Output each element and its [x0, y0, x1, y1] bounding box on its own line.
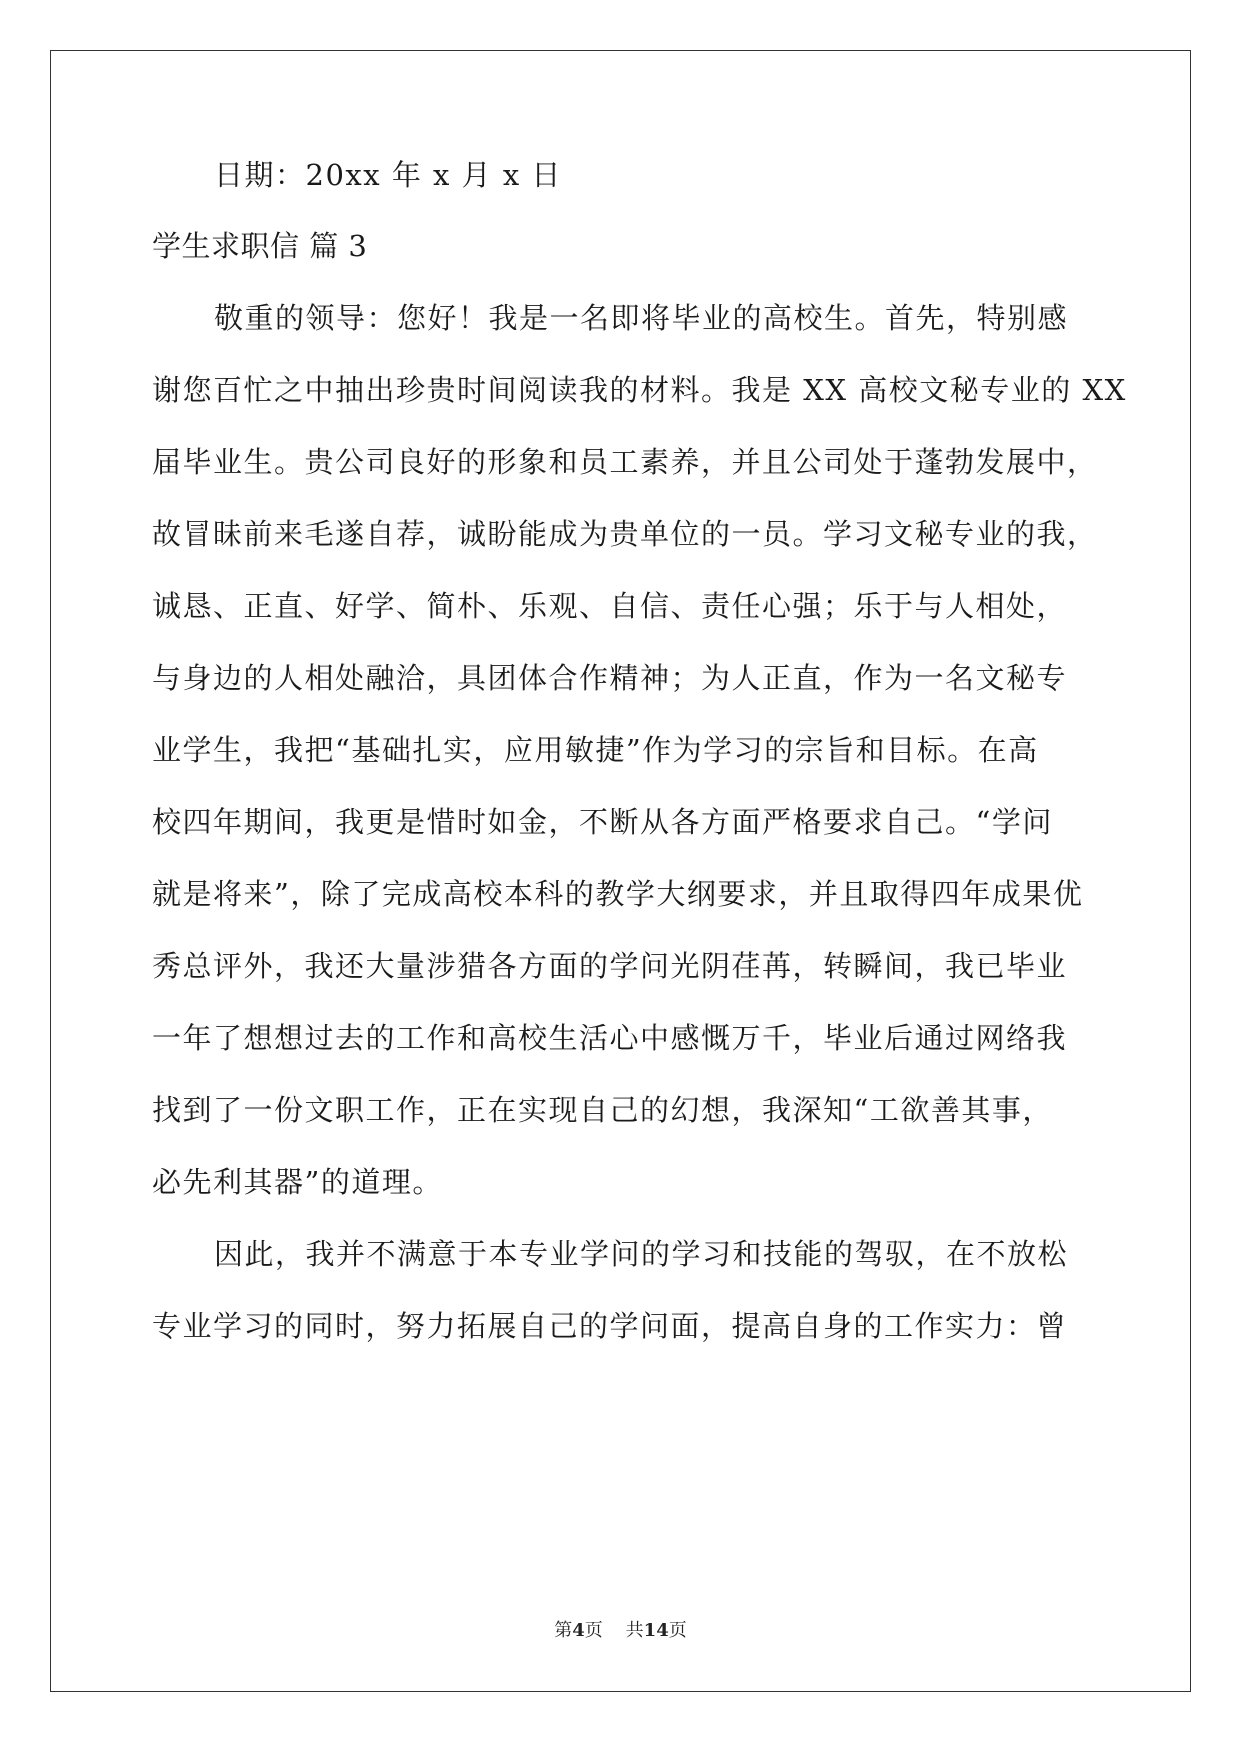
- body-line: 届毕业生。贵公司良好的形象和员工素养，并且公司处于蓬勃发展中，: [152, 445, 1098, 479]
- body-line: 校四年期间，我更是惜时如金，不断从各方面严格要求自己。“学问: [152, 805, 1053, 839]
- body-line: 故冒昧前来毛遂自荐，诚盼能成为贵单位的一员。学习文秘专业的我，: [152, 517, 1098, 551]
- page-number: 4: [572, 1620, 585, 1641]
- page-footer: [0, 1620, 1241, 1642]
- body-line: 与身边的人相处融洽，具团体合作精神；为人正直，作为一名文秘专: [152, 661, 1068, 695]
- body-line: 业学生，我把“基础扎实，应用敏捷”作为学习的宗旨和目标。在高: [152, 733, 1039, 767]
- body-line: 因此，我并不满意于本专业学问的学习和技能的驾驭，在不放松: [214, 1237, 1069, 1271]
- body-line: 专业学习的同时，努力拓展自己的学问面，提高自身的工作实力：曾: [152, 1309, 1068, 1343]
- body-line: 找到了一份文职工作，正在实现自己的幻想，我深知“工欲善其事，: [152, 1093, 1053, 1127]
- body-line: 必先利其器”的道理。: [152, 1165, 443, 1199]
- page-suffix: 页: [584, 1620, 603, 1641]
- page-prefix: 第: [554, 1620, 573, 1641]
- total-pages: 14: [643, 1620, 669, 1641]
- total-prefix: 共: [625, 1620, 644, 1641]
- body-line: 诚恳、正直、好学、简朴、乐观、自信、责任心强；乐于与人相处，: [152, 589, 1068, 623]
- date-line: 日期：20xx 年 x 月 x 日: [214, 158, 562, 192]
- body-line: 谢您百忙之中抽出珍贵时间阅读我的材料。我是 XX 高校文秘专业的 XX: [152, 373, 1127, 407]
- body-line: 一年了想想过去的工作和高校生活心中感慨万千，毕业后通过网络我: [152, 1021, 1068, 1055]
- section-title: 学生求职信 篇 3: [152, 229, 368, 263]
- total-suffix: 页: [668, 1620, 687, 1641]
- body-line: 就是将来”，除了完成高校本科的教学大纲要求，并且取得四年成果优: [152, 877, 1084, 911]
- body-line: 秀总评外，我还大量涉猎各方面的学问光阴荏苒，转瞬间，我已毕业: [152, 949, 1068, 983]
- body-line: 敬重的领导：您好！我是一名即将毕业的高校生。首先，特别感: [214, 301, 1069, 335]
- page-border: [50, 50, 1191, 1692]
